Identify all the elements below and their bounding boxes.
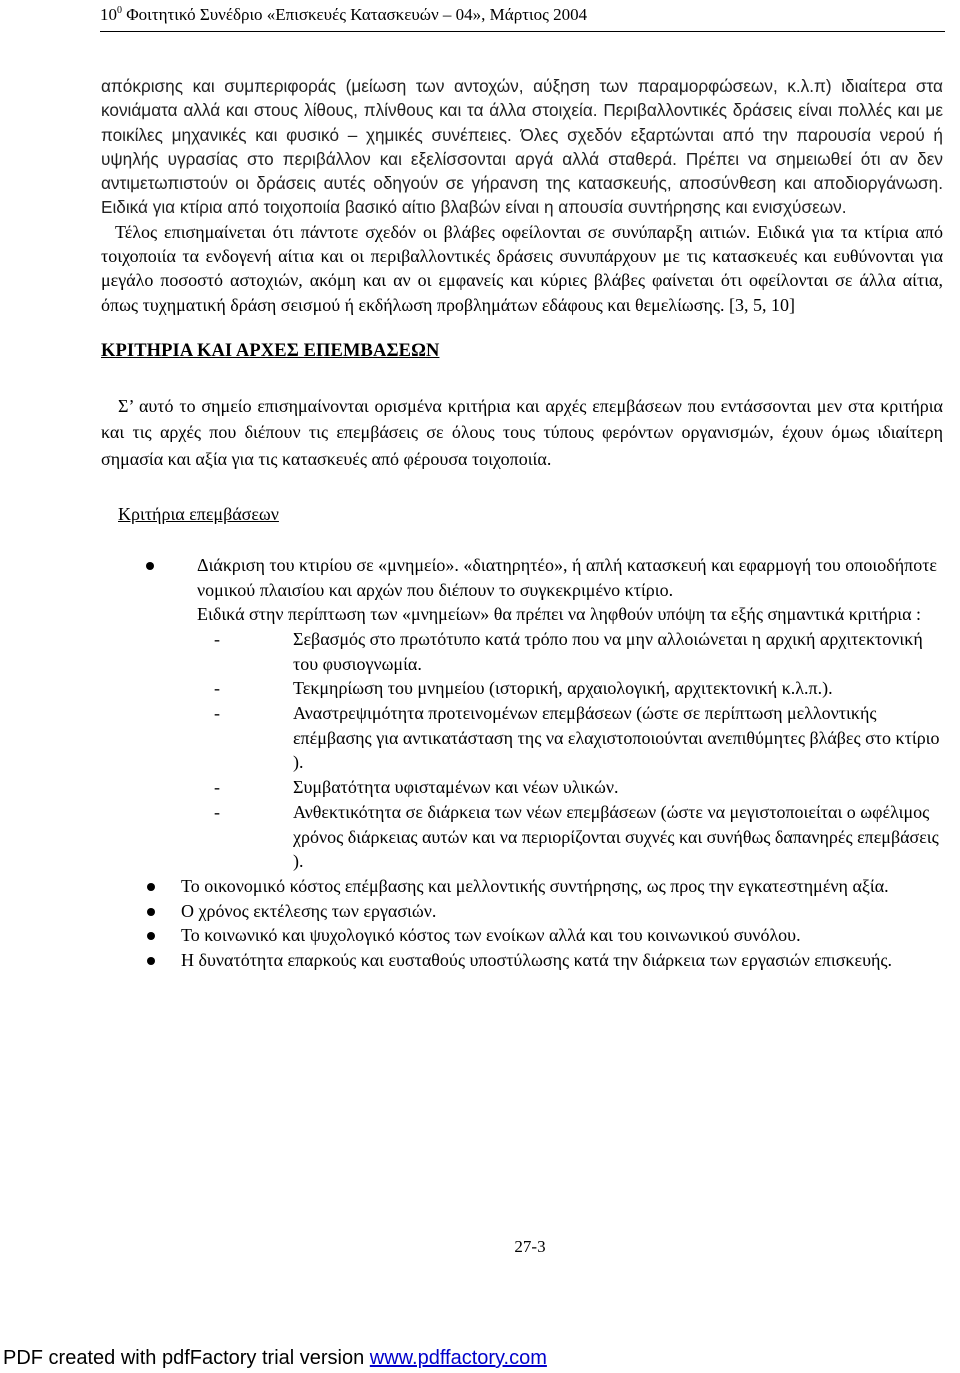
intro-paragraph: Σ’ αυτό το σημείο επισημαίνονται ορισμένα κριτήρια και αρχές επεμβάσεων που εντάσσονται μεν στα κριτήρια και τις αρχές που διέπουν τις επεμβάσεις σε όλους τους τύπους φερόντων οργανισμών, έχουν όμως ιδιαίτερη σημασία και αξία για τις κατασκευές από φέρουσα τοιχοποιία. (101, 395, 943, 469)
list-item (101, 948, 943, 973)
pdf-trial-footer (3, 1345, 547, 1371)
page-content (101, 74, 943, 973)
sub-list-item-text: Ανθεκτικότητα σε διάρκεια των νέων επεμβάσεων (ώστε να μεγιστοποιείται ο ωφέλιμος χρόνος διάρκειας αυτών και να περιορίζονται συχνές και συνήθως δαπανηρές επεμβάσεις ). (293, 801, 939, 872)
criteria-list (101, 553, 943, 973)
page-number: 27-3 (514, 1237, 546, 1256)
header-rule (100, 31, 945, 32)
sub-list-item (101, 701, 943, 775)
header-number: 10 (100, 5, 117, 24)
bullet-icon (147, 908, 155, 916)
bullet-icon (147, 883, 155, 891)
dash-marker: - (214, 678, 220, 699)
list-item-text: Η δυνατότητα επαρκούς και ευσταθούς υποστύλωσης κατά την διάρκεια των εργασιών επισκευής. (181, 950, 893, 971)
list-item (101, 899, 943, 924)
section-heading: ΚΡΙΤΗΡΙΑ ΚΑΙ ΑΡΧΕΣ ΕΠΕΜΒΑΣΕΩΝ (101, 340, 440, 361)
sub-list-item-text: Συμβατότητα υφισταμένων και νέων υλικών. (293, 777, 619, 798)
list-item (101, 553, 943, 874)
pdffactory-link[interactable]: www.pdffactory.com (369, 1347, 547, 1369)
sub-list-item (101, 627, 943, 676)
header-superscript: 0 (117, 5, 122, 16)
sub-list-item-text: Τεκμηρίωση του μνημείου (ιστορική, αρχαιολογική, αρχιτεκτονική κ.λ.π.). (293, 678, 833, 699)
sub-list-item-text: Αναστρεψιμότητα προτεινομένων επεμβάσεων (ώστε σε περίπτωση μελλοντικής επέμβασης για αντικατάσταση της να ελαχιστοποιούνται ανεπιθύμητες βλάβες στο κτίριο ). (293, 703, 940, 773)
sub-list-item (101, 800, 943, 874)
list-item-text: Ειδικά στην περίπτωση των «μνημείων» θα πρέπει να ληφθούν υπόψη τα εξής σημαντικά κριτήρια : (197, 604, 922, 625)
list-item-text: Διάκριση του κτιρίου σε «μνημείο». «διατηρητέο», ή απλή κατασκευή και εφαρμογή του οποιοδήποτε νομικού πλαισίου και αρχών που διέπουν το συγκεκριμένο κτίριο. (197, 554, 937, 600)
sub-list-item (101, 775, 943, 800)
header-title: Φοιτητικό Συνέδριο «Επισκευές Κατασκευών – 04», Μάρτιος 2004 (122, 5, 588, 24)
list-item-body (183, 553, 943, 627)
criteria-subheading: Κριτήρια επεμβάσεων (118, 503, 279, 524)
sub-list-item (101, 676, 943, 701)
footer-text: PDF created with pdfFactory trial version (3, 1347, 370, 1369)
running-header (100, 4, 940, 26)
dash-marker: - (214, 801, 220, 822)
summary-paragraph: Τέλος επισημαίνεται ότι πάντοτε σχεδόν οι βλάβες οφείλονται σε συνύπαρξη αιτιών. Ειδικά για τα κτίρια από τοιχοποιία τα ενδογενή αίτια και οι περιβαλλοντικές δράσεις συνυπάρχουν με τις κατασκευές και ευθύνονται για μεγάλο ποσοστό αστοχιών, ακόμη και αν οι εμφανείς και κύριες βλάβες φαίνεται ότι οφείλονται σε άλλα αίτια, όπως τυχηματική δράση σεισμού ή εκδήλωση προβλημάτων εδάφους και θεμελίωσης. [3, 5, 10] (101, 221, 943, 315)
list-item-text: Ο χρόνος εκτέλεσης των εργασιών. (181, 900, 437, 921)
list-item (101, 874, 943, 899)
continuation-paragraph: απόκρισης και συμπεριφοράς (μείωση των αντοχών, αύξηση των παραμορφώσεων, κ.λ.π) ιδιαίτερα στα κονιάματα αλλά και στους λίθους, πλίνθους και τα άλλα στοιχεία. Περιβαλλοντικές δράσεις είναι πολλές και με ποικίλες μηχανικές και φυσικό – χημικές συνέπειες. Όλες σχεδόν εξαρτώνται από την παρουσία νερού ή υψηλής υγρασίας στο περιβάλλον και εξελίσσονται αργά αλλά σταθερά. Πρέπει να σημειωθεί ότι αν δεν αντιμετωπιστούν οι δράσεις αυτές οδηγούν σε γήρανση της κατασκευής, αποσύνθεση και αποδιοργάνωση. Ειδικά για κτίρια από τοιχοποιία βασικό αίτιο βλαβών είναι η απουσία συντήρησης και ενισχύσεων. (101, 76, 943, 218)
bullet-icon (147, 957, 155, 965)
sub-list-item-text: Σεβασμός στο πρωτότυπο κατά τρόπο που να μην αλλοιώνεται η αρχική αρχιτεκτονική του φυσιογνωμία. (293, 628, 923, 674)
dash-marker: - (214, 628, 220, 649)
bullet-icon (147, 932, 155, 940)
list-item-text: Το οικονομικό κόστος επέμβασης και μελλοντικής συντήρησης, ως προς την εγκατεστημένη αξία. (181, 876, 889, 896)
list-item (101, 923, 943, 948)
dash-marker: - (214, 703, 220, 724)
list-item-text: Το κοινωνικό και ψυχολογικό κόστος των ενοίκων αλλά και του κοινωνικού συνόλου. (181, 925, 801, 946)
bullet-icon (146, 562, 154, 570)
monument-criteria-list (183, 627, 943, 874)
dash-marker: - (214, 777, 220, 798)
